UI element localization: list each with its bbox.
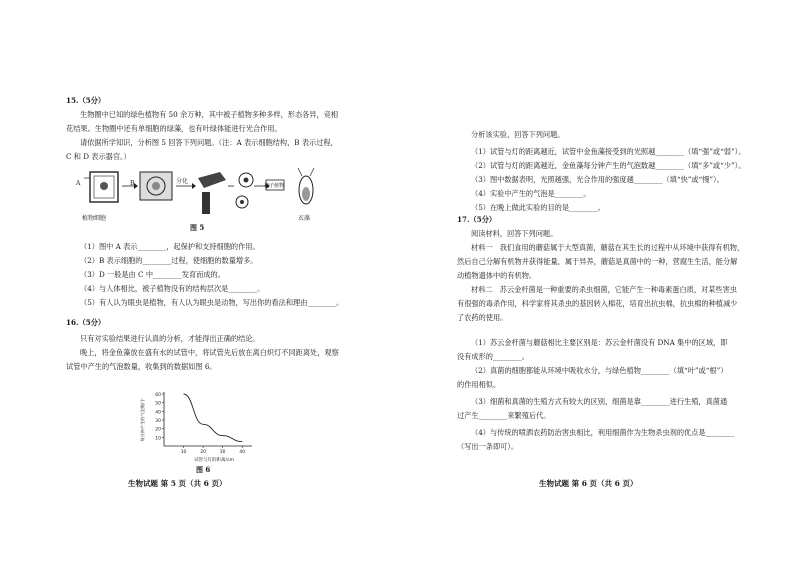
y-tick-label: 60 xyxy=(155,393,161,398)
material-1-line-1: 材料一 我们食用的蘑菇属于大型真菌，蘑菇在其生长的过程中从环境中获得有机物， xyxy=(471,243,745,252)
material-1-line-3: 动植物遗体中的有机物。 xyxy=(457,271,537,280)
page-6-footer: 生物试题 第 6 页（共 6 页） xyxy=(539,479,638,488)
q15-item-2: （2）B 表示细胞的________过程，使细胞的数量增多。 xyxy=(80,256,258,265)
right-page xyxy=(397,0,794,561)
fig5-label-plant: 被子植物 xyxy=(264,183,285,189)
q17-item-4b: （写出一条即可）。 xyxy=(457,442,519,451)
fig5-label-cell: 植物细胞 xyxy=(82,215,107,222)
q16-item-2: （2）试管与灯的距离越近，金鱼藻每分钟产生的气泡数越________（填“多”或“少”）。 xyxy=(471,161,746,170)
y-tick-label: 50 xyxy=(155,401,161,407)
material-2-line-3: 了农药的使用。 xyxy=(457,313,508,322)
y-tick-label: 20 xyxy=(155,427,161,433)
q16-para-1: 只有对实验结果进行认真的分析，才能得出正确的结论。 xyxy=(80,334,260,343)
x-axis-label: 试管与灯的距离/cm xyxy=(194,458,234,463)
x-tick-label: 10 xyxy=(180,450,187,455)
q15-para-1: 生物圈中已知的绿色植物有 50 余万种，其中被子植物多种多样，形态各异，竞相 xyxy=(80,110,339,119)
q16-number: 16.（5分） xyxy=(66,318,106,327)
q15-item-3: （3）D 一般是由 C 中________发育而成的。 xyxy=(80,270,225,279)
page-5-footer: 生物试题 第 5 页（共 6 页） xyxy=(128,479,227,488)
fig5-caption: 图 5 xyxy=(190,223,205,232)
fig5-label-b: B xyxy=(130,180,135,187)
y-tick-label: 10 xyxy=(155,436,161,442)
q17-number: 17.（5分） xyxy=(457,215,497,224)
q15-para-4: C 和 D 表示器官。） xyxy=(66,152,131,161)
q17-item-3b: 过产生________来繁殖后代。 xyxy=(457,411,551,420)
q15-para-2: 花结果。生物圈中还有单细胞的绿藻，也有叶绿体能进行光合作用。 xyxy=(66,124,282,133)
q15-item-4: （4）与人体相比，被子植物没有的结构层次是________。 xyxy=(80,284,265,293)
y-axis-label: 每分钟产生的气泡数/个 xyxy=(140,398,145,442)
q16-para-3: 试管中产生的气泡数量，收集到的数据如图 6。 xyxy=(66,362,217,371)
x-tick-label: 40 xyxy=(239,450,246,455)
material-2-line-1: 材料二 苏云金杆菌是一种重要的杀虫细菌，它能产生一种毒素蛋白质，对某些害虫 xyxy=(471,285,737,294)
x-tick-label: 20 xyxy=(200,450,206,455)
analysis-intro: 分析该实验，回答下列问题。 xyxy=(471,130,565,139)
q16-item-1: （1）试管与灯的距离越近，试管中金鱼藻接受到的光照越________（填“强”或“弱”）。 xyxy=(471,147,746,156)
q17-item-2a: （2）真菌的细胞都能从环境中吸收水分，与绿色植物________（填“叶”或“根”） xyxy=(471,366,728,375)
q16-item-4: （4）实验中产生的气泡是________。 xyxy=(471,189,591,198)
material-1-line-2: 然后自己分解有机物并获得能量，属于异养，蘑菇是真菌中的一种，营腐生生活，能分解 xyxy=(457,257,738,266)
fig5-label-a: A xyxy=(76,180,81,187)
q16-item-5: （5）在晚上做此实验的目的是________。 xyxy=(471,203,605,212)
x-tick-label: 30 xyxy=(219,450,226,455)
q17-item-4a: （4）与传统的喷洒农药防治害虫相比，利用细菌作为生物杀虫剂的优点是________ xyxy=(471,428,735,437)
figure-6-chart xyxy=(138,386,258,464)
q16-para-2: 晚上，将金鱼藻放在盛有水的试管中，将试管先后放在离白炽灯不同距离处，观察 xyxy=(80,348,339,357)
q15-item-5: （5）有人认为眼虫是植物，有人认为眼虫是动物，写出你的看法和理由________。 xyxy=(80,298,344,307)
material-2-line-2: 有很强的毒杀作用，科学家将其杀虫的基因转入棉花，培育出抗虫棉，抗虫棉的种植减少 xyxy=(457,299,738,308)
series-line xyxy=(184,394,243,442)
q17-item-1b: 没有成形的________。 xyxy=(457,352,529,361)
q15-item-1: （1）图中 A 表示________，起保护和支持细胞的作用。 xyxy=(80,242,260,251)
figure-5 xyxy=(80,164,330,222)
y-tick-label: 30 xyxy=(155,419,161,424)
q15-number: 15.（5分） xyxy=(66,96,106,105)
y-tick-label: 40 xyxy=(155,410,161,416)
fig5-label-fenhua: 分化 xyxy=(176,178,189,185)
fig6-caption: 图 6 xyxy=(196,465,211,474)
q17-para-1: 阅读材料，回答下列问题。 xyxy=(471,229,558,238)
q17-item-1a: （1）苏云金杆菌与蘑菇相比主要区别是：苏云金杆菌没有 DNA 集中的区域，即 xyxy=(471,338,728,347)
fig5-label-alga: 衣藻 xyxy=(298,215,311,222)
q15-para-3: 请依据所学知识，分析图 5 回答下列问题。（注：A 表示细胞结构，B 表示过程， xyxy=(80,138,338,147)
q17-item-2b: 的作用相似。 xyxy=(457,380,501,389)
q16-item-3: （3）图中数据表明，光照越强，光合作用的强度越________（填“快”或“慢”）。 xyxy=(471,175,724,184)
q17-item-3a: （3）细菌和真菌的生殖方式有较大的区别，细菌是靠________进行生殖，真菌通 xyxy=(471,397,728,406)
